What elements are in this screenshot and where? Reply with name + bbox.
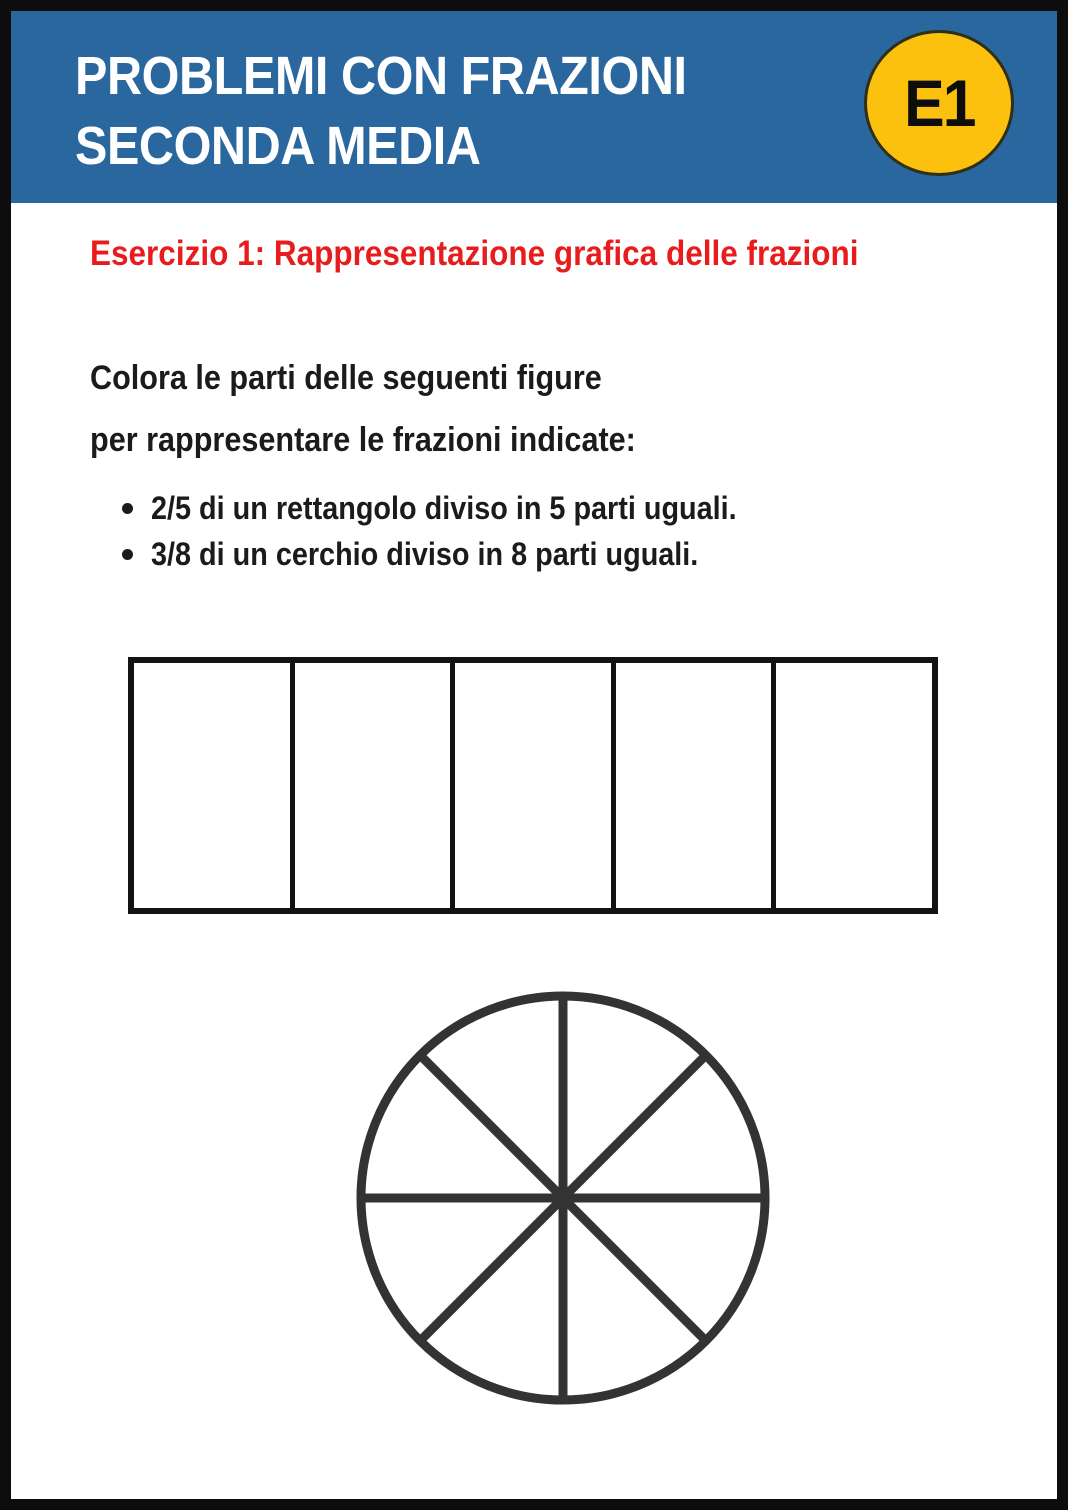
- rectangle-figure: [128, 657, 938, 914]
- list-item-text: 2/5 di un rettangolo diviso in 5 parti uguali.: [151, 489, 737, 526]
- bullet-dot: [122, 549, 133, 560]
- rectangle-part: [771, 663, 932, 908]
- rectangle-part: [134, 663, 290, 908]
- exercise-badge: [864, 30, 1014, 176]
- circle-figure: [352, 987, 774, 1409]
- exercise-badge-label: E1: [903, 66, 975, 140]
- list-item-text: 3/8 di un cerchio diviso in 8 parti uguali.: [151, 535, 699, 572]
- bullet-dot: [122, 503, 133, 514]
- instruction-line-2: per rappresentare le frazioni indicate:: [90, 421, 636, 459]
- rectangle-part: [611, 663, 772, 908]
- worksheet-title: [75, 41, 687, 181]
- instruction-line-1: Colora le parti delle seguenti figure: [90, 359, 602, 397]
- list-item-circle: [122, 532, 759, 576]
- list-item-rectangle: [122, 486, 802, 530]
- exercise-heading: Esercizio 1: Rappresentazione grafica delle frazioni: [90, 234, 859, 273]
- title-line-1: PROBLEMI CON FRAZIONI: [75, 46, 687, 106]
- title-line-2: SECONDA MEDIA: [75, 116, 481, 176]
- rectangle-part: [290, 663, 451, 908]
- header-banner: [11, 11, 1057, 203]
- rectangle-part: [450, 663, 611, 908]
